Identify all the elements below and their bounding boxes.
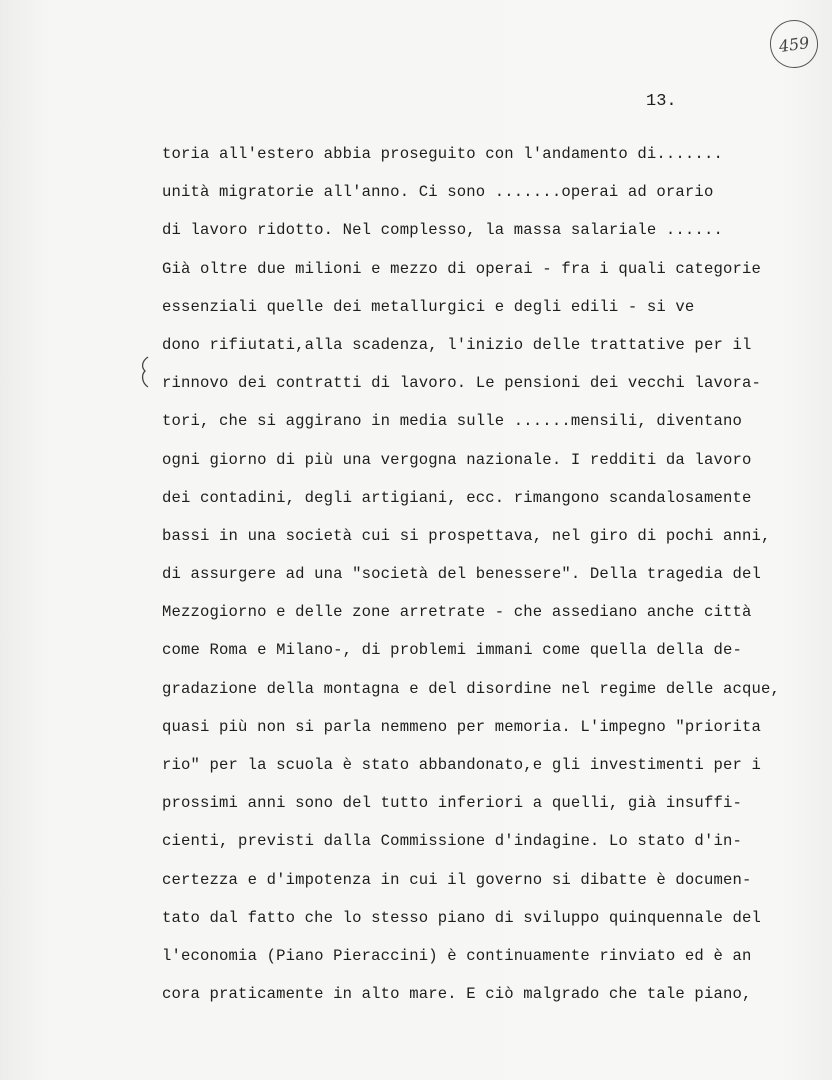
text-line: dei contadini, degli artigiani, ecc. rimangono scandalosamente	[162, 488, 752, 507]
text-line: di assurgere ad una "società del benessere". Della tragedia del	[162, 565, 761, 584]
margin-bracket-mark	[138, 355, 152, 389]
text-line: toria all'estero abbia proseguito con l'andamento di.......	[162, 145, 723, 163]
text-line: rinnovo dei contratti di lavoro. Le pensioni dei vecchi lavora-	[162, 374, 761, 393]
text-line: Mezzogiorno e delle zone arretrate - che assediano anche città	[162, 603, 752, 622]
text-line: come Roma e Milano-, di problemi immani come quella della de-	[162, 641, 742, 660]
text-line: certezza e d'impotenza in cui il governo si dibatte è documen-	[162, 870, 752, 889]
text-line: tato dal fatto che lo stesso piano di sviluppo quinquennale del	[162, 908, 761, 927]
text-line: unità migratorie all'anno. Ci sono .......operai ad orario	[162, 183, 714, 202]
text-line: dono rifiutati,alla scadenza, l'inizio delle trattative per il	[162, 335, 752, 354]
text-line: cora praticamente in alto mare. E ciò malgrado che tale piano,	[162, 985, 752, 1004]
text-line: quasi più non si parla nemmeno per memoria. L'impegno "priorita	[162, 717, 761, 736]
body-text	[162, 142, 822, 1020]
text-line: essenziali quelle dei metallurgici e degli edili - si ve	[162, 297, 695, 316]
text-line: rio" per la scuola è stato abbandonato,e gli investimenti per i	[162, 756, 761, 774]
text-line: tori, che si aggirano in media sulle ......mensili, diventano	[162, 412, 742, 431]
text-line: cienti, previsti dalla Commissione d'indagine. Lo stato d'in-	[162, 832, 742, 851]
text-line: l'economia (Piano Pieraccini) è continuamente rinviato ed è an	[162, 946, 752, 965]
page-number: 13.	[646, 92, 677, 111]
text-line: di lavoro ridotto. Nel complesso, la massa salariale ......	[162, 221, 723, 240]
text-line: prossimi anni sono del tutto inferiori a quelli, già insuffi-	[162, 794, 742, 813]
text-line: Già oltre due milioni e mezzo di operai - fra i quali categorie	[162, 259, 761, 278]
text-line: ogni giorno di più una vergogna nazionale. I redditi da lavoro	[162, 450, 752, 469]
text-line: gradazione della montagna e del disordine nel regime delle acque,	[162, 679, 781, 698]
text-line: bassi in una società cui si prospettava, nel giro di pochi anni,	[162, 526, 771, 545]
page-stamp: 459	[767, 17, 821, 71]
